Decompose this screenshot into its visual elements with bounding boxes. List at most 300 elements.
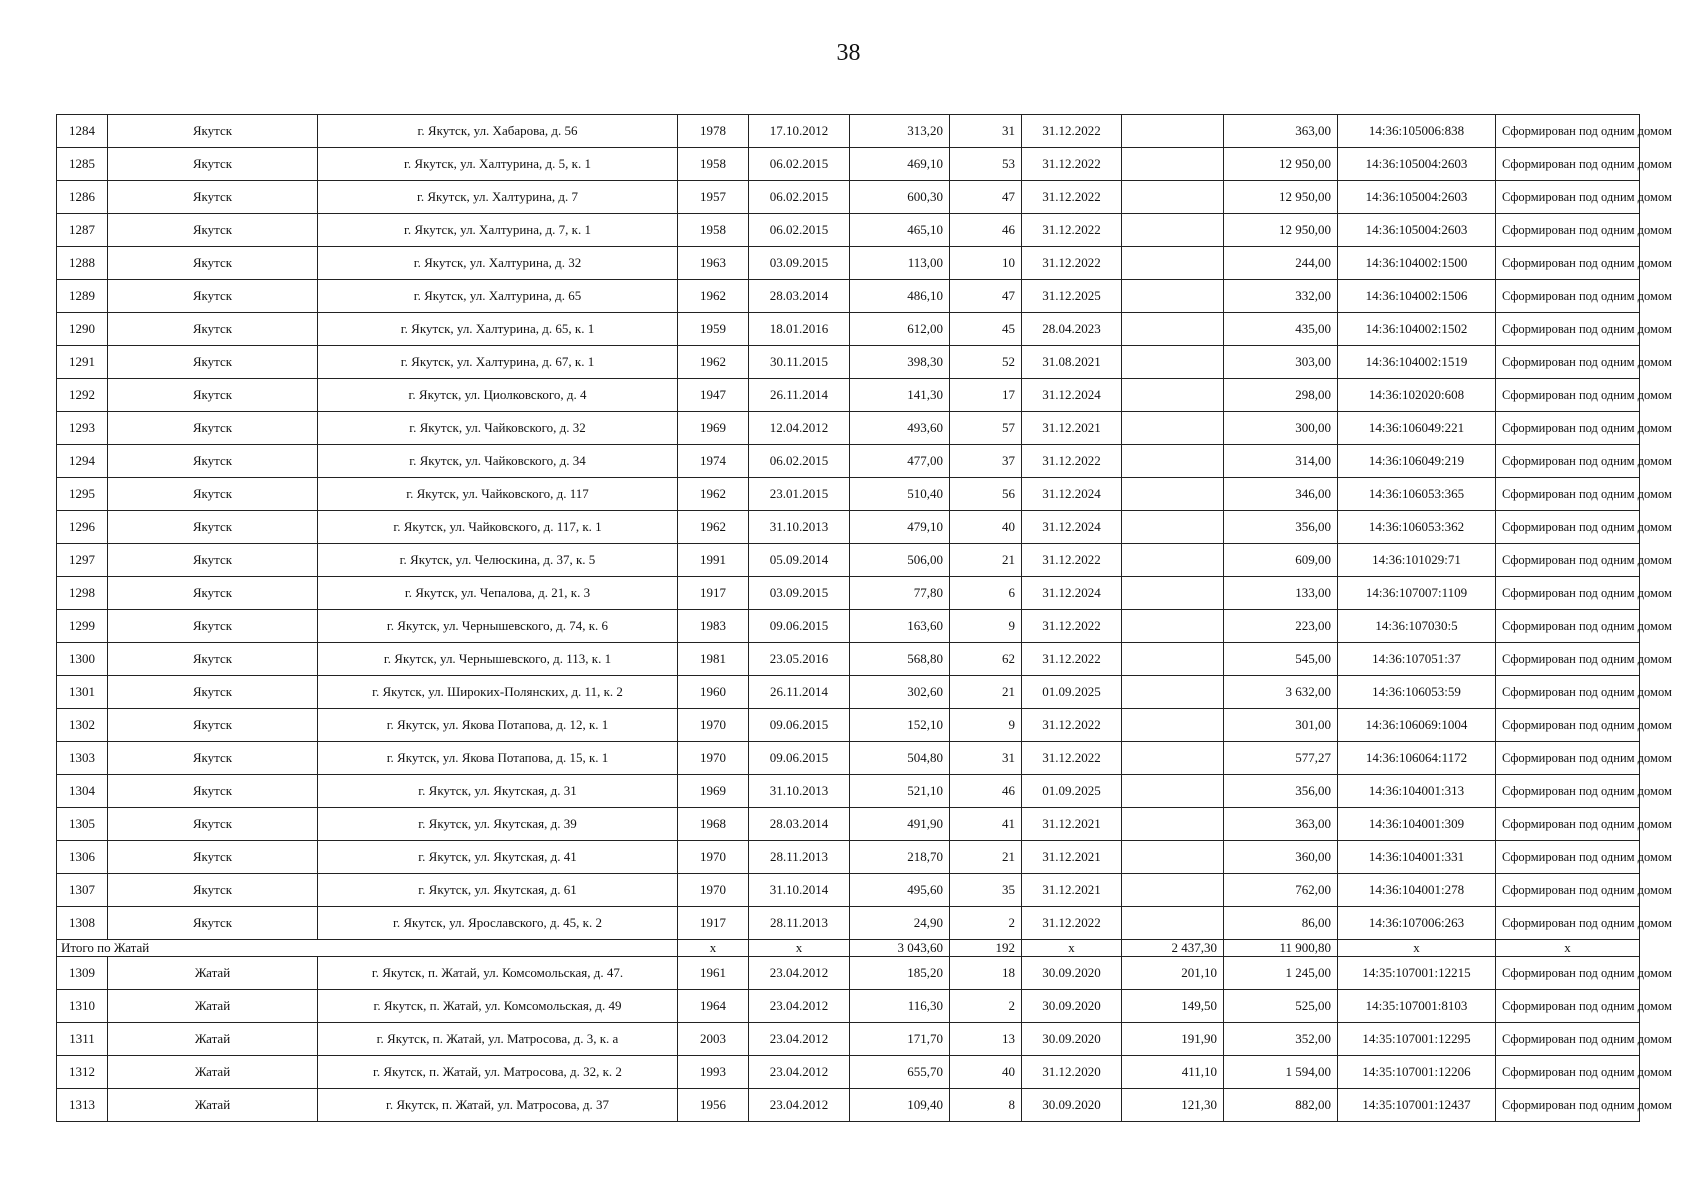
cell-residents: 31 — [950, 742, 1022, 775]
cell-city: Якутск — [108, 544, 318, 577]
cell-deadline: 31.12.2024 — [1022, 577, 1122, 610]
cell-city: Якутск — [108, 907, 318, 940]
cell-status: Сформирован под одним домом — [1496, 1089, 1640, 1122]
cell-residents: 40 — [950, 1056, 1022, 1089]
cell-date: 23.04.2012 — [749, 1089, 850, 1122]
cell-col10 — [1122, 478, 1224, 511]
cell-address: г. Якутск, ул. Халтурина, д. 32 — [318, 247, 678, 280]
cell-year: 1917 — [678, 907, 749, 940]
cell-date: 28.03.2014 — [749, 280, 850, 313]
cell-col11: 1 245,00 — [1224, 957, 1338, 990]
cell-col10 — [1122, 808, 1224, 841]
cell-no: 1301 — [57, 676, 108, 709]
cell-cadastral: 14:36:107006:263 — [1338, 907, 1496, 940]
table-row — [57, 577, 1640, 610]
cell-col11: 12 950,00 — [1224, 214, 1338, 247]
cell-address: г. Якутск, ул. Якутская, д. 39 — [318, 808, 678, 841]
cell-no: 1284 — [57, 115, 108, 148]
cell-cadastral: 14:35:107001:12295 — [1338, 1023, 1496, 1056]
cell-status: Сформирован под одним домом — [1496, 214, 1640, 247]
cell-no: 1286 — [57, 181, 108, 214]
cell-deadline: 28.04.2023 — [1022, 313, 1122, 346]
cell-cadastral: 14:36:105004:2603 — [1338, 214, 1496, 247]
cell-residents: 18 — [950, 957, 1022, 990]
cell-year: 1964 — [678, 990, 749, 1023]
table-row — [57, 742, 1640, 775]
cell-date: 23.04.2012 — [749, 1023, 850, 1056]
cell-address: г. Якутск, ул. Ярославского, д. 45, к. 2 — [318, 907, 678, 940]
cell-area: 302,60 — [850, 676, 950, 709]
cell-area: 313,20 — [850, 115, 950, 148]
cell-area: 477,00 — [850, 445, 950, 478]
cell-area: 504,80 — [850, 742, 950, 775]
summary-label: Итого по Жатай — [57, 940, 678, 957]
cell-residents: 41 — [950, 808, 1022, 841]
cell-no: 1311 — [57, 1023, 108, 1056]
cell-area: 152,10 — [850, 709, 950, 742]
cell-status: Сформирован под одним домом — [1496, 841, 1640, 874]
cell-address: г. Якутск, ул. Чайковского, д. 117, к. 1 — [318, 511, 678, 544]
cell-residents: 53 — [950, 148, 1022, 181]
cell-no: 1302 — [57, 709, 108, 742]
cell-no: 1288 — [57, 247, 108, 280]
cell-cadastral: 14:36:107051:37 — [1338, 643, 1496, 676]
cell-no: 1296 — [57, 511, 108, 544]
cell-deadline: 31.12.2022 — [1022, 643, 1122, 676]
cell-col11: 545,00 — [1224, 643, 1338, 676]
cell-residents: 2 — [950, 990, 1022, 1023]
cell-city: Якутск — [108, 346, 318, 379]
cell-city: Жатай — [108, 1089, 318, 1122]
cell-no: 1298 — [57, 577, 108, 610]
cell-city: Якутск — [108, 214, 318, 247]
cell-city: Якутск — [108, 577, 318, 610]
cell-year: 1963 — [678, 247, 749, 280]
rows-zhatay — [57, 957, 1672, 1122]
table-row — [57, 1089, 1640, 1122]
cell-residents: 57 — [950, 412, 1022, 445]
cell-year: 1960 — [678, 676, 749, 709]
summary-residents: 192 — [950, 940, 1022, 957]
cell-date: 03.09.2015 — [749, 577, 850, 610]
cell-col11: 363,00 — [1224, 115, 1338, 148]
table-row — [57, 115, 1640, 148]
cell-year: 1970 — [678, 874, 749, 907]
cell-residents: 21 — [950, 841, 1022, 874]
cell-residents: 31 — [950, 115, 1022, 148]
table-row — [57, 247, 1640, 280]
cell-date: 26.11.2014 — [749, 676, 850, 709]
cell-no: 1306 — [57, 841, 108, 874]
cell-year: 1974 — [678, 445, 749, 478]
table-row — [57, 445, 1640, 478]
cell-year: 1969 — [678, 775, 749, 808]
summary-date: х — [749, 940, 850, 957]
cell-year: 1962 — [678, 346, 749, 379]
table-row — [57, 957, 1640, 990]
cell-year: 1957 — [678, 181, 749, 214]
cell-address: г. Якутск, ул. Хабарова, д. 56 — [318, 115, 678, 148]
cell-no: 1291 — [57, 346, 108, 379]
cell-city: Жатай — [108, 990, 318, 1023]
summary-col10: 2 437,30 — [1122, 940, 1224, 957]
cell-address: г. Якутск, п. Жатай, ул. Комсомольская, д. 47. — [318, 957, 678, 990]
cell-residents: 45 — [950, 313, 1022, 346]
cell-city: Якутск — [108, 445, 318, 478]
cell-deadline: 01.09.2025 — [1022, 775, 1122, 808]
cell-date: 06.02.2015 — [749, 148, 850, 181]
cell-area: 600,30 — [850, 181, 950, 214]
cell-area: 612,00 — [850, 313, 950, 346]
cell-address: г. Якутск, п. Жатай, ул. Матросова, д. 37 — [318, 1089, 678, 1122]
table-row — [57, 990, 1640, 1023]
cell-address: г. Якутск, ул. Чайковского, д. 34 — [318, 445, 678, 478]
cell-year: 1993 — [678, 1056, 749, 1089]
cell-date: 09.06.2015 — [749, 610, 850, 643]
cell-col11: 352,00 — [1224, 1023, 1338, 1056]
cell-deadline: 31.12.2020 — [1022, 1056, 1122, 1089]
cell-date: 05.09.2014 — [749, 544, 850, 577]
cell-col10: 201,10 — [1122, 957, 1224, 990]
cell-city: Якутск — [108, 181, 318, 214]
cell-area: 113,00 — [850, 247, 950, 280]
cell-city: Якутск — [108, 280, 318, 313]
table-row — [57, 214, 1640, 247]
table-row — [57, 181, 1640, 214]
cell-date: 23.04.2012 — [749, 957, 850, 990]
cell-city: Якутск — [108, 709, 318, 742]
cell-col11: 577,27 — [1224, 742, 1338, 775]
cell-col10: 121,30 — [1122, 1089, 1224, 1122]
cell-status: Сформирован под одним домом — [1496, 280, 1640, 313]
cell-date: 31.10.2014 — [749, 874, 850, 907]
cell-deadline: 31.12.2022 — [1022, 544, 1122, 577]
cell-address: г. Якутск, ул. Чернышевского, д. 113, к. 1 — [318, 643, 678, 676]
cell-col10 — [1122, 742, 1224, 775]
cell-year: 1958 — [678, 214, 749, 247]
table-row — [57, 346, 1640, 379]
cell-area: 185,20 — [850, 957, 950, 990]
summary-col11: 11 900,80 — [1224, 940, 1338, 957]
cell-deadline: 31.12.2024 — [1022, 511, 1122, 544]
cell-date: 28.11.2013 — [749, 907, 850, 940]
cell-status: Сформирован под одним домом — [1496, 412, 1640, 445]
cell-date: 06.02.2015 — [749, 214, 850, 247]
cell-cadastral: 14:36:104001:313 — [1338, 775, 1496, 808]
summary-section — [57, 940, 1640, 957]
table-row — [57, 511, 1640, 544]
cell-col11: 223,00 — [1224, 610, 1338, 643]
cell-area: 171,70 — [850, 1023, 950, 1056]
page-number: 38 — [836, 40, 861, 66]
cell-cadastral: 14:36:107030:5 — [1338, 610, 1496, 643]
cell-col11: 1 594,00 — [1224, 1056, 1338, 1089]
cell-city: Якутск — [108, 247, 318, 280]
cell-date: 23.01.2015 — [749, 478, 850, 511]
cell-col10 — [1122, 610, 1224, 643]
cell-date: 31.10.2013 — [749, 511, 850, 544]
cell-residents: 13 — [950, 1023, 1022, 1056]
cell-area: 141,30 — [850, 379, 950, 412]
cell-residents: 9 — [950, 610, 1022, 643]
cell-deadline: 31.12.2021 — [1022, 874, 1122, 907]
cell-col10 — [1122, 709, 1224, 742]
cell-deadline: 31.12.2025 — [1022, 280, 1122, 313]
cell-address: г. Якутск, ул. Якова Потапова, д. 15, к. 1 — [318, 742, 678, 775]
cell-area: 24,90 — [850, 907, 950, 940]
cell-col10 — [1122, 544, 1224, 577]
cell-year: 1917 — [678, 577, 749, 610]
cell-deadline: 31.12.2022 — [1022, 610, 1122, 643]
cell-cadastral: 14:36:104002:1500 — [1338, 247, 1496, 280]
cell-col10 — [1122, 412, 1224, 445]
cell-status: Сформирован под одним домом — [1496, 115, 1640, 148]
cell-area: 479,10 — [850, 511, 950, 544]
cell-area: 495,60 — [850, 874, 950, 907]
cell-address: г. Якутск, ул. Халтурина, д. 7 — [318, 181, 678, 214]
cell-no: 1303 — [57, 742, 108, 775]
cell-col11: 303,00 — [1224, 346, 1338, 379]
cell-date: 09.06.2015 — [749, 742, 850, 775]
cell-no: 1285 — [57, 148, 108, 181]
table-row — [57, 1056, 1640, 1089]
cell-deadline: 01.09.2025 — [1022, 676, 1122, 709]
cell-address: г. Якутск, ул. Халтурина, д. 67, к. 1 — [318, 346, 678, 379]
cell-area: 506,00 — [850, 544, 950, 577]
cell-status: Сформирован под одним домом — [1496, 544, 1640, 577]
cell-deadline: 30.09.2020 — [1022, 1023, 1122, 1056]
cell-status: Сформирован под одним домом — [1496, 511, 1640, 544]
cell-city: Жатай — [108, 1023, 318, 1056]
cell-deadline: 31.12.2022 — [1022, 115, 1122, 148]
cell-status: Сформирован под одним домом — [1496, 610, 1640, 643]
cell-deadline: 31.12.2021 — [1022, 808, 1122, 841]
cell-cadastral: 14:36:104001:309 — [1338, 808, 1496, 841]
cell-deadline: 30.09.2020 — [1022, 957, 1122, 990]
cell-status: Сформирован под одним домом — [1496, 445, 1640, 478]
cell-status: Сформирован под одним домом — [1496, 957, 1640, 990]
cell-col10 — [1122, 247, 1224, 280]
cell-status: Сформирован под одним домом — [1496, 742, 1640, 775]
cell-col10 — [1122, 214, 1224, 247]
cell-date: 23.04.2012 — [749, 990, 850, 1023]
cell-city: Якутск — [108, 775, 318, 808]
cell-cadastral: 14:36:105004:2603 — [1338, 148, 1496, 181]
cell-address: г. Якутск, ул. Якутская, д. 41 — [318, 841, 678, 874]
cell-status: Сформирован под одним домом — [1496, 643, 1640, 676]
cell-col10 — [1122, 841, 1224, 874]
cell-col11: 133,00 — [1224, 577, 1338, 610]
table-row — [57, 313, 1640, 346]
table-row — [57, 610, 1640, 643]
summary-cadastral: х — [1338, 940, 1496, 957]
cell-year: 2003 — [678, 1023, 749, 1056]
cell-city: Якутск — [108, 874, 318, 907]
cell-cadastral: 14:36:107007:1109 — [1338, 577, 1496, 610]
cell-area: 486,10 — [850, 280, 950, 313]
cell-area: 655,70 — [850, 1056, 950, 1089]
cell-city: Якутск — [108, 148, 318, 181]
cell-col10 — [1122, 115, 1224, 148]
cell-year: 1970 — [678, 841, 749, 874]
cell-year: 1962 — [678, 511, 749, 544]
cell-col10 — [1122, 379, 1224, 412]
cell-city: Якутск — [108, 379, 318, 412]
cell-deadline: 31.12.2022 — [1022, 247, 1122, 280]
cell-deadline: 31.12.2024 — [1022, 478, 1122, 511]
cell-deadline: 31.12.2022 — [1022, 445, 1122, 478]
cell-col11: 244,00 — [1224, 247, 1338, 280]
cell-col10 — [1122, 511, 1224, 544]
cell-no: 1292 — [57, 379, 108, 412]
cell-status: Сформирован под одним домом — [1496, 1023, 1640, 1056]
cell-area: 116,30 — [850, 990, 950, 1023]
cell-year: 1981 — [678, 643, 749, 676]
cell-cadastral: 14:36:106064:1172 — [1338, 742, 1496, 775]
cell-city: Якутск — [108, 841, 318, 874]
cell-date: 06.02.2015 — [749, 445, 850, 478]
cell-col11: 298,00 — [1224, 379, 1338, 412]
cell-deadline: 31.12.2021 — [1022, 412, 1122, 445]
cell-cadastral: 14:36:106049:219 — [1338, 445, 1496, 478]
cell-year: 1970 — [678, 742, 749, 775]
cell-cadastral: 14:36:104001:278 — [1338, 874, 1496, 907]
cell-date: 03.09.2015 — [749, 247, 850, 280]
cell-status: Сформирован под одним домом — [1496, 478, 1640, 511]
cell-no: 1295 — [57, 478, 108, 511]
cell-area: 77,80 — [850, 577, 950, 610]
cell-col10 — [1122, 313, 1224, 346]
cell-deadline: 31.12.2024 — [1022, 379, 1122, 412]
cell-deadline: 30.09.2020 — [1022, 990, 1122, 1023]
cell-residents: 21 — [950, 544, 1022, 577]
table-row — [57, 148, 1640, 181]
cell-col10 — [1122, 346, 1224, 379]
cell-col11: 12 950,00 — [1224, 148, 1338, 181]
summary-status: х — [1496, 940, 1640, 957]
cell-col11: 300,00 — [1224, 412, 1338, 445]
cell-date: 12.04.2012 — [749, 412, 850, 445]
cell-no: 1309 — [57, 957, 108, 990]
cell-address: г. Якутск, ул. Халтурина, д. 65 — [318, 280, 678, 313]
cell-residents: 10 — [950, 247, 1022, 280]
cell-col10 — [1122, 907, 1224, 940]
cell-status: Сформирован под одним домом — [1496, 676, 1640, 709]
cell-cadastral: 14:36:106053:59 — [1338, 676, 1496, 709]
cell-no: 1287 — [57, 214, 108, 247]
cell-no: 1293 — [57, 412, 108, 445]
cell-status: Сформирован под одним домом — [1496, 709, 1640, 742]
table-row — [57, 874, 1640, 907]
cell-city: Якутск — [108, 643, 318, 676]
cell-status: Сформирован под одним домом — [1496, 907, 1640, 940]
cell-residents: 56 — [950, 478, 1022, 511]
cell-date: 26.11.2014 — [749, 379, 850, 412]
cell-status: Сформирован под одним домом — [1496, 874, 1640, 907]
table-row — [57, 841, 1640, 874]
cell-col10 — [1122, 181, 1224, 214]
cell-date: 30.11.2015 — [749, 346, 850, 379]
cell-address: г. Якутск, ул. Чепалова, д. 21, к. 3 — [318, 577, 678, 610]
cell-residents: 35 — [950, 874, 1022, 907]
cell-year: 1969 — [678, 412, 749, 445]
cell-status: Сформирован под одним домом — [1496, 313, 1640, 346]
cell-col11: 360,00 — [1224, 841, 1338, 874]
cell-address: г. Якутск, ул. Широких-Полянских, д. 11, к. 2 — [318, 676, 678, 709]
cell-year: 1968 — [678, 808, 749, 841]
cell-no: 1305 — [57, 808, 108, 841]
cell-col10 — [1122, 775, 1224, 808]
cell-date: 06.02.2015 — [749, 181, 850, 214]
cell-status: Сформирован под одним домом — [1496, 181, 1640, 214]
cell-status: Сформирован под одним домом — [1496, 148, 1640, 181]
cell-col11: 882,00 — [1224, 1089, 1338, 1122]
cell-year: 1961 — [678, 957, 749, 990]
cell-deadline: 31.12.2022 — [1022, 181, 1122, 214]
cell-cadastral: 14:36:104002:1502 — [1338, 313, 1496, 346]
cell-no: 1289 — [57, 280, 108, 313]
cell-area: 493,60 — [850, 412, 950, 445]
table-row — [57, 478, 1640, 511]
cell-address: г. Якутск, ул. Якутская, д. 31 — [318, 775, 678, 808]
cell-address: г. Якутск, ул. Чайковского, д. 32 — [318, 412, 678, 445]
cell-date: 17.10.2012 — [749, 115, 850, 148]
cell-year: 1959 — [678, 313, 749, 346]
cell-area: 398,30 — [850, 346, 950, 379]
cell-address: г. Якутск, ул. Челюскина, д. 37, к. 5 — [318, 544, 678, 577]
cell-col11: 314,00 — [1224, 445, 1338, 478]
cell-year: 1956 — [678, 1089, 749, 1122]
cell-area: 521,10 — [850, 775, 950, 808]
cell-col11: 762,00 — [1224, 874, 1338, 907]
table-row — [57, 412, 1640, 445]
cell-date: 28.11.2013 — [749, 841, 850, 874]
cell-year: 1947 — [678, 379, 749, 412]
cell-city: Жатай — [108, 1056, 318, 1089]
cell-date: 23.05.2016 — [749, 643, 850, 676]
cell-col10: 191,90 — [1122, 1023, 1224, 1056]
cell-status: Сформирован под одним домом — [1496, 577, 1640, 610]
cell-status: Сформирован под одним домом — [1496, 775, 1640, 808]
table-row — [57, 775, 1640, 808]
cell-year: 1958 — [678, 148, 749, 181]
cell-area: 163,60 — [850, 610, 950, 643]
cell-deadline: 31.12.2022 — [1022, 214, 1122, 247]
cell-cadastral: 14:36:104002:1519 — [1338, 346, 1496, 379]
cell-residents: 17 — [950, 379, 1022, 412]
cell-year: 1991 — [678, 544, 749, 577]
cell-city: Якутск — [108, 511, 318, 544]
cell-cadastral: 14:35:107001:12206 — [1338, 1056, 1496, 1089]
cell-col10: 149,50 — [1122, 990, 1224, 1023]
cell-no: 1300 — [57, 643, 108, 676]
cell-col10 — [1122, 445, 1224, 478]
cell-date: 23.04.2012 — [749, 1056, 850, 1089]
cell-residents: 8 — [950, 1089, 1022, 1122]
cell-deadline: 31.12.2022 — [1022, 148, 1122, 181]
cell-status: Сформирован под одним домом — [1496, 346, 1640, 379]
cell-no: 1307 — [57, 874, 108, 907]
cell-status: Сформирован под одним домом — [1496, 808, 1640, 841]
cell-residents: 47 — [950, 280, 1022, 313]
summary-year: х — [678, 940, 749, 957]
cell-residents: 46 — [950, 775, 1022, 808]
cell-address: г. Якутск, ул. Чернышевского, д. 74, к. 6 — [318, 610, 678, 643]
cell-area: 510,40 — [850, 478, 950, 511]
cell-col10 — [1122, 148, 1224, 181]
cell-col11: 332,00 — [1224, 280, 1338, 313]
cell-residents: 6 — [950, 577, 1022, 610]
